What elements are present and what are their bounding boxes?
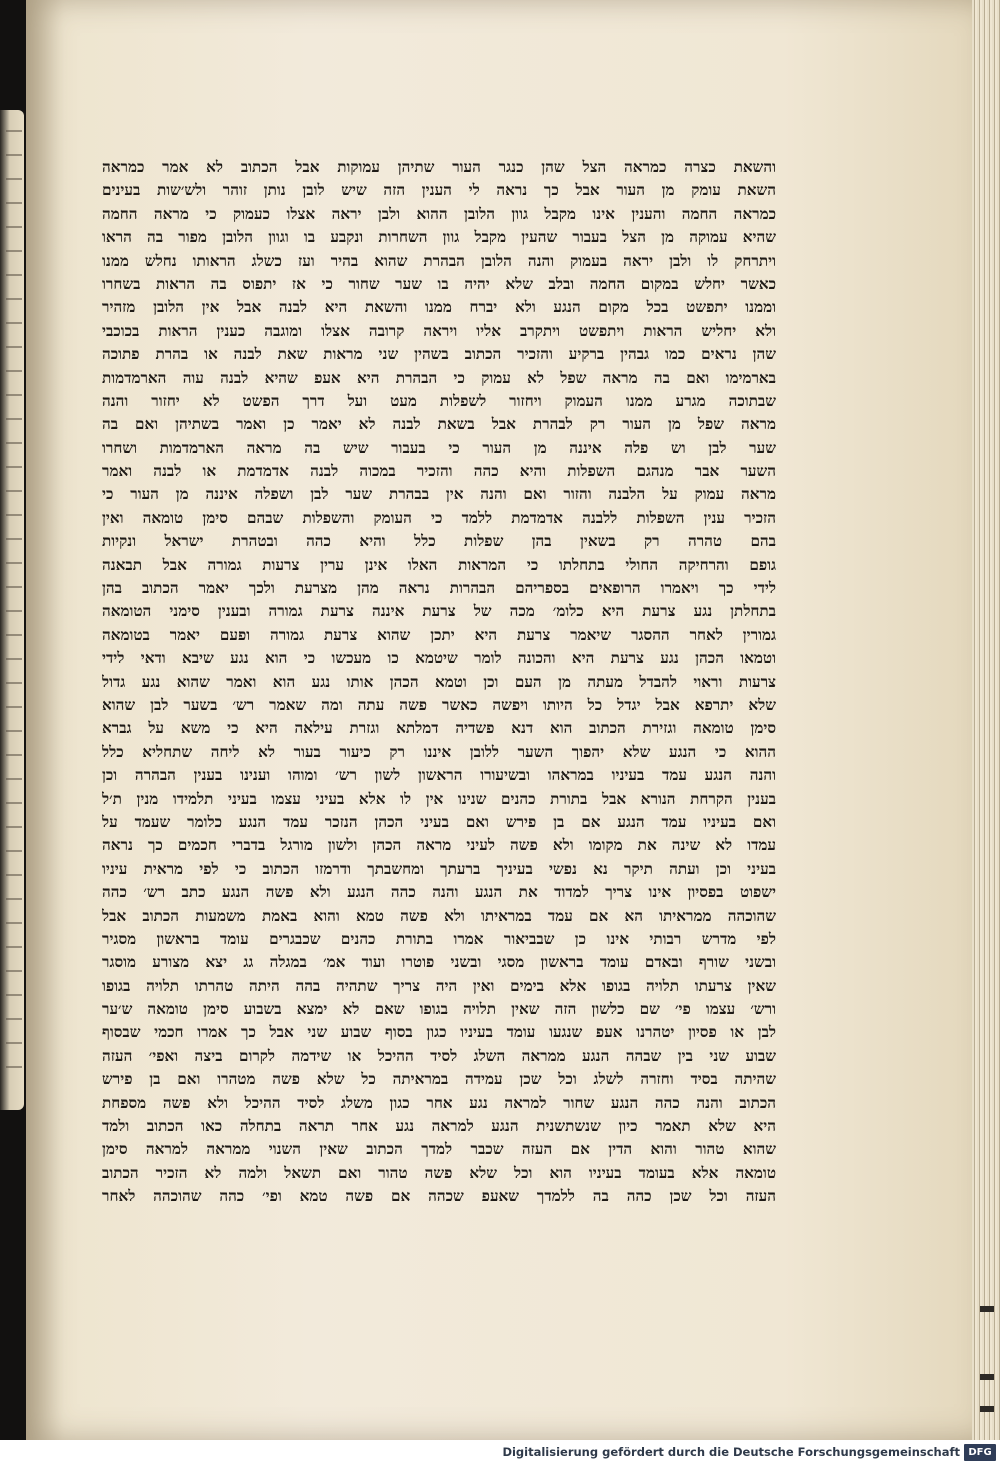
text-line: ולא יחליש הראות ויתפשט ויתקרב אליו ויראה קרובה אצלו ומוגבה כענין הראות בכוכבי	[102, 321, 776, 340]
text-line: ואם בעיניו עמד הנגע אם בן פירש ואם בעיני הכהן הנזכר עמד הנגע כלומר שעמד על	[102, 812, 776, 831]
text-line: סימן טומאה וגזירת הכתוב הוא דנא פשדיה דמלתא וגזרת עילאה היא כי משא על גברא	[102, 719, 776, 738]
text-line: גופם והרחיקה החולי בתחלתו כי המראות האלו אינן ערין צרעות גמורה אבל תבאנה	[102, 555, 776, 574]
faint-running-head	[580, 123, 670, 133]
bleed-through-mark	[6, 706, 22, 708]
text-line: לבן או פסיון יטהרנו אעפ שנגעו עומד בעיניו כגון בסוף שבוע שני אבל כך אמרו חכמי שבסוף	[102, 1023, 776, 1042]
dfg-logo: DFG	[964, 1444, 996, 1461]
bleed-through-mark	[6, 346, 22, 348]
text-line: כמראה החמה והענין אינו מקבל גוון הלובן ההוא ולבן יראה אצלו כעמוק כי מראה החמה	[102, 204, 776, 223]
hebrew-text-block	[102, 156, 776, 1209]
text-line: שהיתה בסיד וחזרה לשלג וכל שכן עמידה במראיתה כל שלא פשה מטהרו ואם בן פירש	[102, 1070, 776, 1089]
text-line: שהוא טהור והוא הדין אם העזה שכבר למדך הכתוב שאין השנוי ממראה למראה סימן	[102, 1140, 776, 1159]
bleed-through-mark	[6, 850, 22, 852]
bleed-through-mark	[6, 178, 22, 180]
page-stack-edges	[972, 0, 1000, 1440]
bleed-through-mark	[6, 730, 22, 732]
page-edge-tab	[980, 1374, 994, 1380]
bleed-through-mark	[6, 226, 22, 228]
bleed-through-mark	[6, 418, 22, 420]
bleed-through-mark	[6, 1066, 22, 1068]
bleed-through-mark	[6, 322, 22, 324]
bleed-through-mark	[6, 586, 22, 588]
bleed-through-mark	[6, 250, 22, 252]
text-line: העזה וכל שכן כהה בה ללמדך שאעפ שכהה אם פשה טמא ופי׳ כהה שהוכהה לאחר	[102, 1187, 776, 1206]
text-line: בהם טהרה רק בשאין בהן שפלות כלל והיא כהה ובטהרת ישראל ונקיות	[102, 532, 776, 551]
text-line: גמורין לאחר ההסגר שיאמר צרעת היא יתכן שהוא צרעת גמורה ופעם יאמר בטומאה	[102, 625, 776, 644]
bleed-through-mark	[6, 970, 22, 972]
bleed-through-mark	[6, 298, 22, 300]
text-line: הזכיר ענין השפלות ללבנה אדמדמת ללמד כי העומק והשפלות שבהם סימן טומאה ואין	[102, 508, 776, 527]
bleed-through-mark	[6, 130, 22, 132]
text-line: מראה עמוק על הלבנה והזור ואם והנה אין בבהרת שער לבן ושפלה איננה מן העור כי	[102, 485, 776, 504]
text-line: ורש׳ עצמו פי׳ שם כלשון הזה שאין תלויה בגופו שאם לא ימצא בשבוע סימן טומאה ש׳ער	[102, 1000, 776, 1019]
text-line: לפי מדרש רבותי אינו כן שבביאור אמרו בתורת כהנים שכבגרים עומד בראשון מסגיר	[102, 929, 776, 948]
text-line: השאת עומק מן העור אבל כך נראה לי הענין הזה שיש לובן נותן זוהר ולש׳שות בעינים	[102, 181, 776, 200]
text-line: ההוא כי הנגע שלא יהפוך השער ללובן איננו רק כיעור בעור לא ליחה שתחליא כלל	[102, 742, 776, 761]
bleed-through-mark	[6, 826, 22, 828]
bleed-through-mark	[6, 754, 22, 756]
bleed-through-mark	[6, 634, 22, 636]
bleed-through-mark	[6, 802, 22, 804]
digitization-footer	[0, 1440, 1000, 1466]
text-line: ויתרחק לו ולבן יראה בעמוק והנה הלובן הבהרת שהוא בהיר ועז כשלג הראותו נחלש ממנו	[102, 251, 776, 270]
text-line: טומאה אלא בעומד בעיניו הוא וכל שלא פשה טהור ואם תשאל ולמה לא הזכיר הכתוב	[102, 1163, 776, 1182]
text-line: שהוכהה ממראיתו הא אם עמד במראיתו ולא פשה טמא והוא באמת משמעות הכתוב אבל	[102, 906, 776, 925]
text-line: עמדו לא שינה את מקומו ולא פשה לעיני מראה הכהן ולשון מורגל בדברי חכמים כך נראה	[102, 836, 776, 855]
text-line: בתחלתן נגע צרעת היא כלומ׳ מכה של צרעת איננה צרעת גמורה ובענין סימני הטומאה	[102, 602, 776, 621]
bleed-through-mark	[6, 658, 22, 660]
text-line: והשאת כצרה כמראה הצל שהן כנגר העור שתיהן עמוקות אבל הכתוב לא אמר כמראה	[102, 158, 776, 176]
text-line: ובשני שורף ובאדם עומד בראשון מסגי ובשני פוטרו ועוד אמ׳ במגלה גג יצא מצורע מוסגר	[102, 953, 776, 972]
bleed-through-mark	[6, 922, 22, 924]
text-line: שהן נראים כמו גבהין ברקיע והזכיר הכתוב בשהין שני מראות שאת לבנה או בהרת פתוכה	[102, 345, 776, 364]
text-line: שער לבן וש פלה איננה מן העור כי בעבור שיש בה מראה הארמדמות ושחרו	[102, 438, 776, 457]
bleed-through-mark	[6, 1018, 22, 1020]
bleed-through-mark	[6, 994, 22, 996]
text-line: לידי כך ויאמרו הרופאים בספריהם הבהרות נראה מהן מצרעת ולכך יאמר הכתוב בהן	[102, 579, 776, 598]
text-line: צרעות וראוי להבדל מעתה מן העם וכן וטמא הכהן אותו נגע הוא ואמר שהוא נגע גדול	[102, 672, 776, 691]
bleed-through-mark	[6, 682, 22, 684]
dfg-credit-text: Digitalisierung gefördert durch die Deutsche Forschungsgemeinschaft	[502, 1445, 960, 1459]
bleed-through-mark	[6, 898, 22, 900]
text-line: והנה הנגע עמד בעיניו במראהו ובשיעורו הראשון לשון רש׳ ומוהו וענינו בענין הבהרה וכן	[102, 766, 776, 785]
bleed-through-mark	[6, 874, 22, 876]
bleed-through-mark	[6, 442, 22, 444]
text-line: בעיני וכן ועתה תיקר נא נפשי בעיניך ברעתך ומחשבתך ודרמזו הכתוב כי לפי מראית עיניו	[102, 859, 776, 878]
text-line: השער אבר מנהגם השפלות והיא כהה והזכיר במכוה לבנה אדמדמת או לבנה ואמר	[102, 462, 776, 481]
text-line: היא שלא תאמר כיון שנשתשנית הנגע למראה נגע אחר תראה בתחלה כאו הכתוב ולמד	[102, 1117, 776, 1136]
text-line: שאין צרעתו תלויה בגופו אלא בימים ואין היה צריך שתהיה בהה היתה טהרתו תלויה בגופו	[102, 976, 776, 995]
bleed-through-mark	[6, 370, 22, 372]
text-line: שלא יתרפא אבל יגדל כל היותו ויפשה כאשר פשה עתה ומה שאמר רש׳ בשער לבן שהוא	[102, 695, 776, 714]
text-line: כאשר יחלש במקום החמה ובלב שלא יהיה בו שער שחור כי אז יתפוס בה הראות בשחרו	[102, 274, 776, 293]
bleed-through-mark	[6, 610, 22, 612]
bleed-through-mark	[6, 946, 22, 948]
text-line: שבתוכה מגרע ממנו העמוק ויחזור לשפלות מעט ועל דרך הפשט לא יחזור והנה	[102, 391, 776, 410]
bleed-through-mark	[6, 538, 22, 540]
bleed-through-mark	[6, 274, 22, 276]
page-edge-tab	[980, 1306, 994, 1312]
text-line: שהיא עמוקה מן הצל בעבור שהעין מקבל גוון השחרות ונקבע בו וגוון הלובן מפור בה הראו	[102, 228, 776, 247]
bleed-through-mark	[6, 154, 22, 156]
bleed-through-mark	[6, 562, 22, 564]
text-line: שבוע שני בין שבהה הנגע ממראה השלג לסיד ההיכל או שידמה לקרום ביצה ואפי׳ העזה	[102, 1046, 776, 1065]
bleed-through-mark	[6, 490, 22, 492]
text-line: בארמימו ואם בה מראה שפל לא עמוק כי הבהרת היא אעפ שהיא לבנה עוה הארמדמות	[102, 368, 776, 387]
adjacent-page-edge	[0, 110, 24, 1110]
page-edge-tab	[980, 1406, 994, 1412]
bleed-through-mark	[6, 1042, 22, 1044]
bleed-through-mark	[6, 778, 22, 780]
bleed-through-mark	[6, 202, 22, 204]
bleed-through-mark	[6, 466, 22, 468]
text-line: וטמאו הכהן נגע צרעת היא והכונה לומר שיטמא כו מעכשו כי הוא נגע שיבא ודאי לידי	[102, 649, 776, 668]
text-line: וממנו יתפשט בכל מקום הנגע ולא יברח ממנו והשאת היא לבנה אבל אין הלובן מזהיר	[102, 298, 776, 317]
text-line: ישפוט בפסיון אינו צריך למדוד את הנגע והנה כהה הנגע ולא פשה הנגע כתב רש׳ כהה	[102, 883, 776, 902]
bleed-through-mark	[6, 514, 22, 516]
text-line: הכתוב והנה כהה הנגע שחור למראה נגע אחר כגון משלג לסיד ההיכל ולא פשה מספחת	[102, 1093, 776, 1112]
bleed-through-mark	[6, 394, 22, 396]
text-line: בענין הקרחת הנורא אבל בתורת כהנים שנינו אין לו אלא בעיני עצמו בעיני תלמידו מנין ת׳ל	[102, 789, 776, 808]
text-line: מראה שפל מן העור רק לבהרת אבל בשאת לבנה לא יאמר כן ואמר בשתיהן ואם בה	[102, 415, 776, 434]
